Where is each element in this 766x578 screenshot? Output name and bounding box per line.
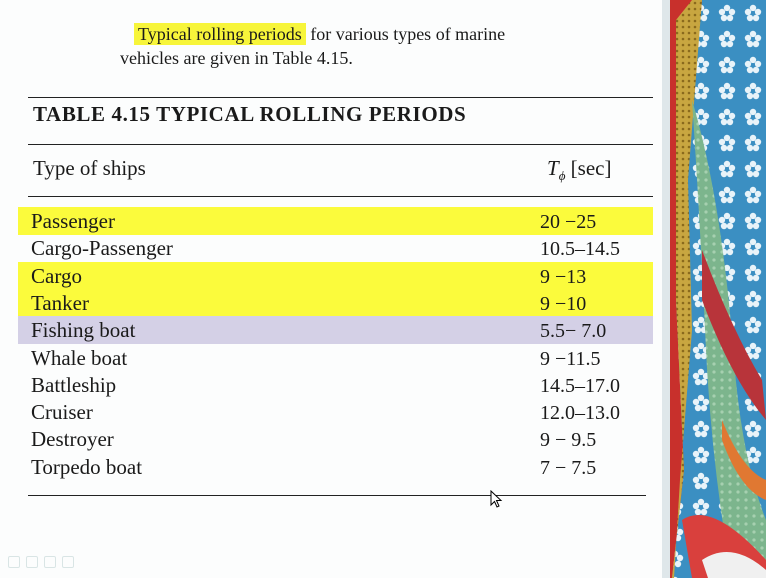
table-top-rule	[28, 97, 653, 98]
period-unit: [sec]	[570, 156, 612, 180]
column-header-type: Type of ships	[33, 156, 146, 180]
row-rolling-period: 9 −11.5	[540, 347, 601, 370]
intro-line-1	[134, 22, 505, 46]
table-title: TABLE 4.15 TYPICAL ROLLING PERIODS	[33, 102, 467, 126]
period-subscript: ϕ	[558, 168, 566, 184]
intro-line-2: vehicles are given in Table 4.15.	[120, 48, 353, 68]
row-ship-type: Cargo	[31, 263, 82, 288]
column-header-period	[547, 156, 611, 184]
row-rolling-period: 7 − 7.5	[540, 456, 597, 479]
title-rule	[28, 144, 653, 145]
row-ship-type: Destroyer	[31, 427, 114, 452]
intro-line-1-rest: for various types of marine	[310, 24, 506, 44]
row-rolling-period: 10.5–14.5	[540, 238, 620, 261]
row-ship-type: Passenger	[31, 209, 115, 233]
slide-toolbar[interactable]	[8, 556, 74, 568]
row-ship-type: Whale boat	[31, 345, 128, 370]
row-ship-type: Tanker	[31, 290, 89, 315]
mouse-cursor-icon	[490, 490, 504, 510]
row-rolling-period: 9 − 9.5	[540, 429, 597, 452]
row-ship-type: Cargo-Passenger	[31, 236, 173, 261]
row-ship-type: Cruiser	[31, 400, 93, 425]
row-ship-type: Battleship	[31, 372, 117, 397]
row-rolling-period: 20 −25	[540, 211, 597, 233]
highlighted-phrase: Typical rolling periods	[134, 23, 306, 45]
decorative-pattern-icon	[662, 0, 766, 578]
row-rolling-period: 5.5− 7.0	[540, 320, 607, 343]
pen-icon[interactable]	[26, 556, 38, 568]
table-bottom-rule	[28, 495, 646, 496]
row-rolling-period: 14.5–17.0	[540, 374, 620, 397]
row-rolling-period: 9 −10	[540, 292, 587, 315]
row-rolling-period: 12.0–13.0	[540, 402, 620, 425]
menu-icon[interactable]	[44, 556, 56, 568]
period-symbol: T	[547, 156, 559, 180]
row-rolling-period: 9 −13	[540, 265, 587, 288]
decorative-side-panel	[662, 0, 766, 578]
row-ship-type: Fishing boat	[31, 318, 136, 343]
next-icon[interactable]	[62, 556, 74, 568]
prev-icon[interactable]	[8, 556, 20, 568]
row-ship-type: Torpedo boat	[31, 454, 143, 479]
header-rule	[28, 196, 653, 197]
